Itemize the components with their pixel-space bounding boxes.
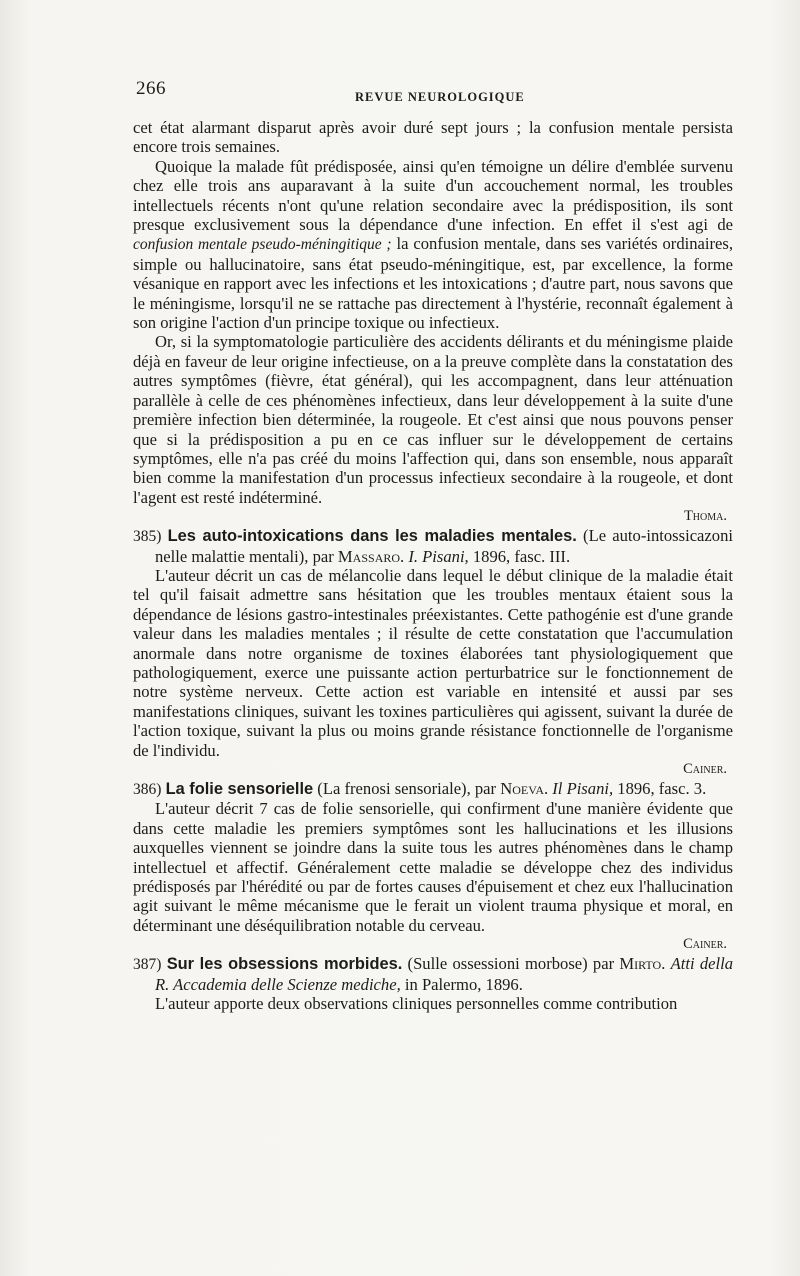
entry-385-heading bbox=[133, 526, 733, 566]
entry-title: La folie sensorielle bbox=[165, 780, 314, 798]
entry-number: 387) bbox=[133, 956, 162, 974]
intro-paragraph-1: cet état alarmant disparut après avoir duré sept jours ; la confusion mentale persista encore trois semaines. bbox=[133, 118, 733, 157]
page-body bbox=[133, 118, 733, 1013]
entry-author: Massaro bbox=[337, 546, 401, 566]
entry-title: Les auto-intoxications dans les maladies mentales. bbox=[167, 527, 577, 546]
entry-385-body: L'auteur décrit un cas de mélancolie dans lequel le début clinique de la maladie était tel qu'il faisait admettre sans hésitation que les troubles mentaux étaient sous la dépendance de lésions gastro-intestinales préexistantes. Cette pathogénie est d'une grande valeur dans les maladies mentales ; il résulte de cette constatation que l'accumulation anormale dans notre organisme de toxines élaborées tant physiologiquement que pathologiquement, exerce une puissante action perturbatrice sur le fonctionnement de notre système nerveux. Cette action est variable en intensité et aussi par ses manifestations cliniques, suivant les toxines particulières qui agissent, suivant la durée de l'action toxique, suivant la plus ou moins grande résistance fonctionnelle de l'organisme de l'individu. bbox=[133, 565, 733, 760]
entry-title: Sur les obsessions morbides. bbox=[166, 955, 403, 974]
entry-subtitle: (Le auto-intossicazoni nelle malattie mentali), par bbox=[155, 526, 733, 566]
entry-citation: 1896, fasc. III. bbox=[468, 546, 571, 566]
signature-thoma: Thoma. bbox=[683, 508, 727, 525]
entry-subtitle: (Sulle ossessioni morbose) par bbox=[402, 954, 620, 974]
entry-citation: in Palermo, 1896. bbox=[400, 974, 523, 994]
entry-separator: . bbox=[661, 954, 671, 974]
entry-citation: 1896, fasc. 3. bbox=[613, 779, 707, 798]
entry-subtitle: (La frenosi sensoriale), par bbox=[313, 779, 501, 798]
diagnosis-italic: confusion mentale pseudo-méningitique ; bbox=[133, 236, 392, 254]
entry-number: 385) bbox=[133, 528, 162, 546]
entry-386-heading bbox=[133, 779, 733, 799]
entry-387-body: L'auteur apporte deux observations cliniques personnelles comme contribution bbox=[155, 994, 678, 1014]
entry-387-heading bbox=[133, 954, 733, 994]
entry-separator: . bbox=[543, 779, 553, 798]
signature-cainer: Cainer. bbox=[683, 936, 727, 953]
entry-separator: . bbox=[400, 546, 409, 566]
entry-journal: I. Pisani, bbox=[408, 546, 469, 566]
entry-number: 386) bbox=[133, 781, 162, 798]
signature-cainer: Cainer. bbox=[683, 761, 727, 777]
entry-journal: Atti della R. Accademia delle Scienze mediche, bbox=[155, 954, 734, 994]
entry-386-body: L'auteur décrit 7 cas de folie sensorielle, qui confirment d'une manière évidente que dans cette maladie les premiers symptômes sont les hallucinations et les illusions auxquelles viennent se joindre dans la suite tous les autres phénomènes dans le champ intellectuel et affectif. Généralement cette maladie se développe chez des individus prédisposés par l'hérédité ou par de fortes causes d'épuisement et chez eux l'hallucination agit suivant le même mécanisme que le ferait un violent trauma physique et moral, en déterminant une déséquilibration notable du cerveau. bbox=[133, 799, 733, 935]
entry-author: Noeva bbox=[500, 779, 544, 798]
intro-paragraph-2 bbox=[133, 157, 733, 333]
running-head: REVUE NEUROLOGIQUE bbox=[355, 90, 525, 104]
entry-journal: Il Pisani, bbox=[552, 779, 614, 798]
intro-paragraph-3: Or, si la symptomatologie particulière des accidents délirants et du méningisme plaide déjà en faveur de leur origine infectieuse, on a la preuve complète dans la constatation des autres symptômes (fièvre, état général), qui les accompagnent, dans leur atténuation parallèle à celle de ces phénomènes infectieux, dans leur développement à la suite d'une première infection bien déterminée, la rougeole. Et c'est ainsi que nous pouvons penser que si la prédisposition a pu en ce cas influer sur le développement de certains symptômes, elle n'a pas créé du moins l'affection qui, dans son ensemble, nous apparaît bien comme la manifestation d'un processus infectieux secondaire à la rougeole, et dont l'agent est resté indéterminé. bbox=[133, 332, 733, 507]
intro-paragraph-2-end: la confusion mentale, dans ses variétés ordinaires, simple ou hallucinatoire, sans état pseudo-méningitique, est, par excellence, la forme vésanique en rapport avec les infections et les intoxications ; d'autre part, nous savons que le méningisme, lorsqu'il ne se rattache pas directement à l'hystérie, reconnaît également à son origine l'action d'un principe toxique ou infectieux. bbox=[133, 234, 733, 333]
page-number: 266 bbox=[136, 78, 166, 99]
intro-paragraph-2-start: Quoique la malade fût prédisposée, ainsi qu'en témoigne un délire d'emblée survenu chez elle trois ans auparavant à la suite d'un accouchement normal, les troubles intellectuels récents n'ont qu'une relation secondaire avec la prédisposition, ils sont presque exclusivement sous la dépendance d'une infection. En effet il s'est agi de bbox=[133, 156, 733, 235]
entry-author: Mirto bbox=[619, 954, 662, 974]
